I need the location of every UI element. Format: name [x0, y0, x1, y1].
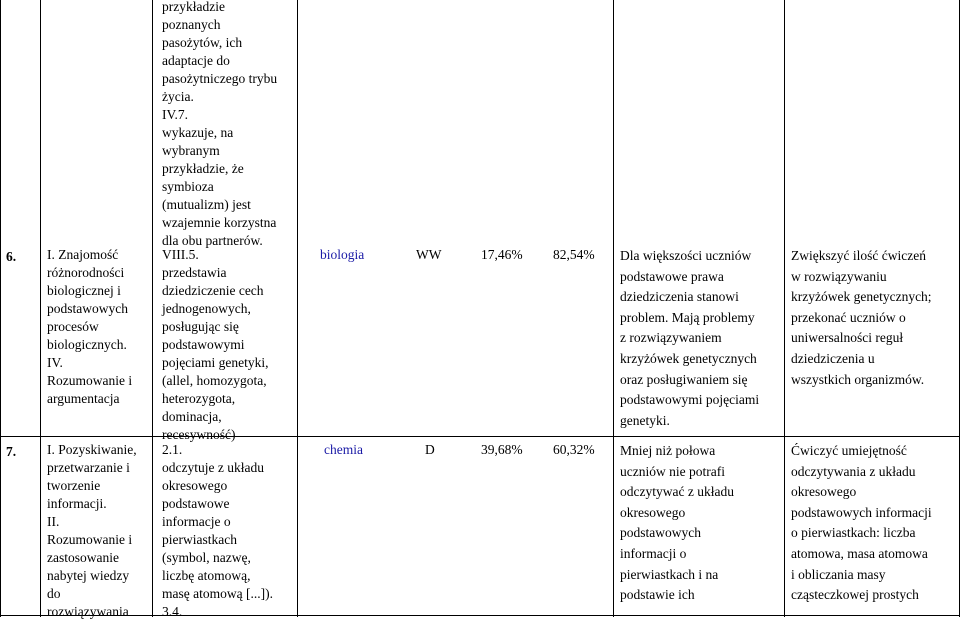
percent-value: 39,68% — [481, 442, 523, 457]
percent-value: 82,54% — [553, 247, 595, 262]
table-column-divider — [784, 0, 785, 617]
subject-label: chemia — [324, 442, 363, 457]
table-row-divider — [0, 436, 960, 437]
detail-text: 2.1. odczytuje z układu okresowego podstawowe informacje o pierwiastkach (symbol, nazwę, liczbę atomową, masę atomową [...]). 3.4. — [162, 442, 273, 619]
row-number: 7. — [6, 444, 17, 459]
table-border-left — [0, 0, 1, 617]
code-label: WW — [416, 247, 442, 262]
detail-text: VIII.5. przedstawia dziedziczenie cech jednogenowych, posługując się podstawowymi pojęciami genetyki, (allel, homozygota, heterozygota, dominacja, recesywność) — [162, 247, 269, 442]
table-column-divider — [613, 0, 614, 617]
row-number: 6. — [6, 249, 17, 264]
requirement-text: I. Znajomość różnorodności biologicznej i podstawowych procesów biologicznych. IV. Rozumowanie i argumentacja — [47, 247, 133, 406]
recommendation-text: Ćwiczyć umiejętność odczytywania z układu okresowego podstawowych informacji o pierwiastkach: liczba atomowa, masa atomowa i obliczania masy cząsteczkowej prostych — [791, 443, 932, 603]
table-column-divider — [40, 0, 41, 617]
table-column-divider — [297, 0, 298, 617]
detail-text-top: przykładzie poznanych pasożytów, ich adaptacje do pasożytniczego trybu życia. IV.7. wykazuje, na wybranym przykładzie, że symbioza (mutualizm) jest wzajemnie korzystna dla obu partnerów. — [162, 0, 278, 248]
recommendation-text: Zwiększyć ilość ćwiczeń w rozwiązywaniu krzyżówek genetycznych; przekonać uczniów o uniwersalności reguł dziedziczenia u wszystkich organizmów. — [791, 248, 932, 387]
requirement-text: I. Pozyskiwanie, przetwarzanie i tworzenie informacji. II. Rozumowanie i zastosowanie nabytej wiedzy do rozwiązywania — [47, 442, 137, 619]
code-label: D — [425, 442, 435, 457]
conclusion-text: Mniej niż połowa uczniów nie potrafi odczytywać z układu okresowego podstawowych informacji o pierwiastkach i na podstawie ich — [620, 443, 734, 603]
conclusion-text: Dla większości uczniów podstawowe prawa dziedziczenia stanowi problem. Mają problemy z rozwiązywaniem krzyżówek genetycznych oraz posługiwaniem się podstawowymi pojęciami genetyki. — [620, 248, 760, 428]
subject-label: biologia — [320, 247, 365, 262]
percent-value: 17,46% — [481, 247, 523, 262]
table-column-divider — [152, 0, 153, 617]
percent-value: 60,32% — [553, 442, 595, 457]
